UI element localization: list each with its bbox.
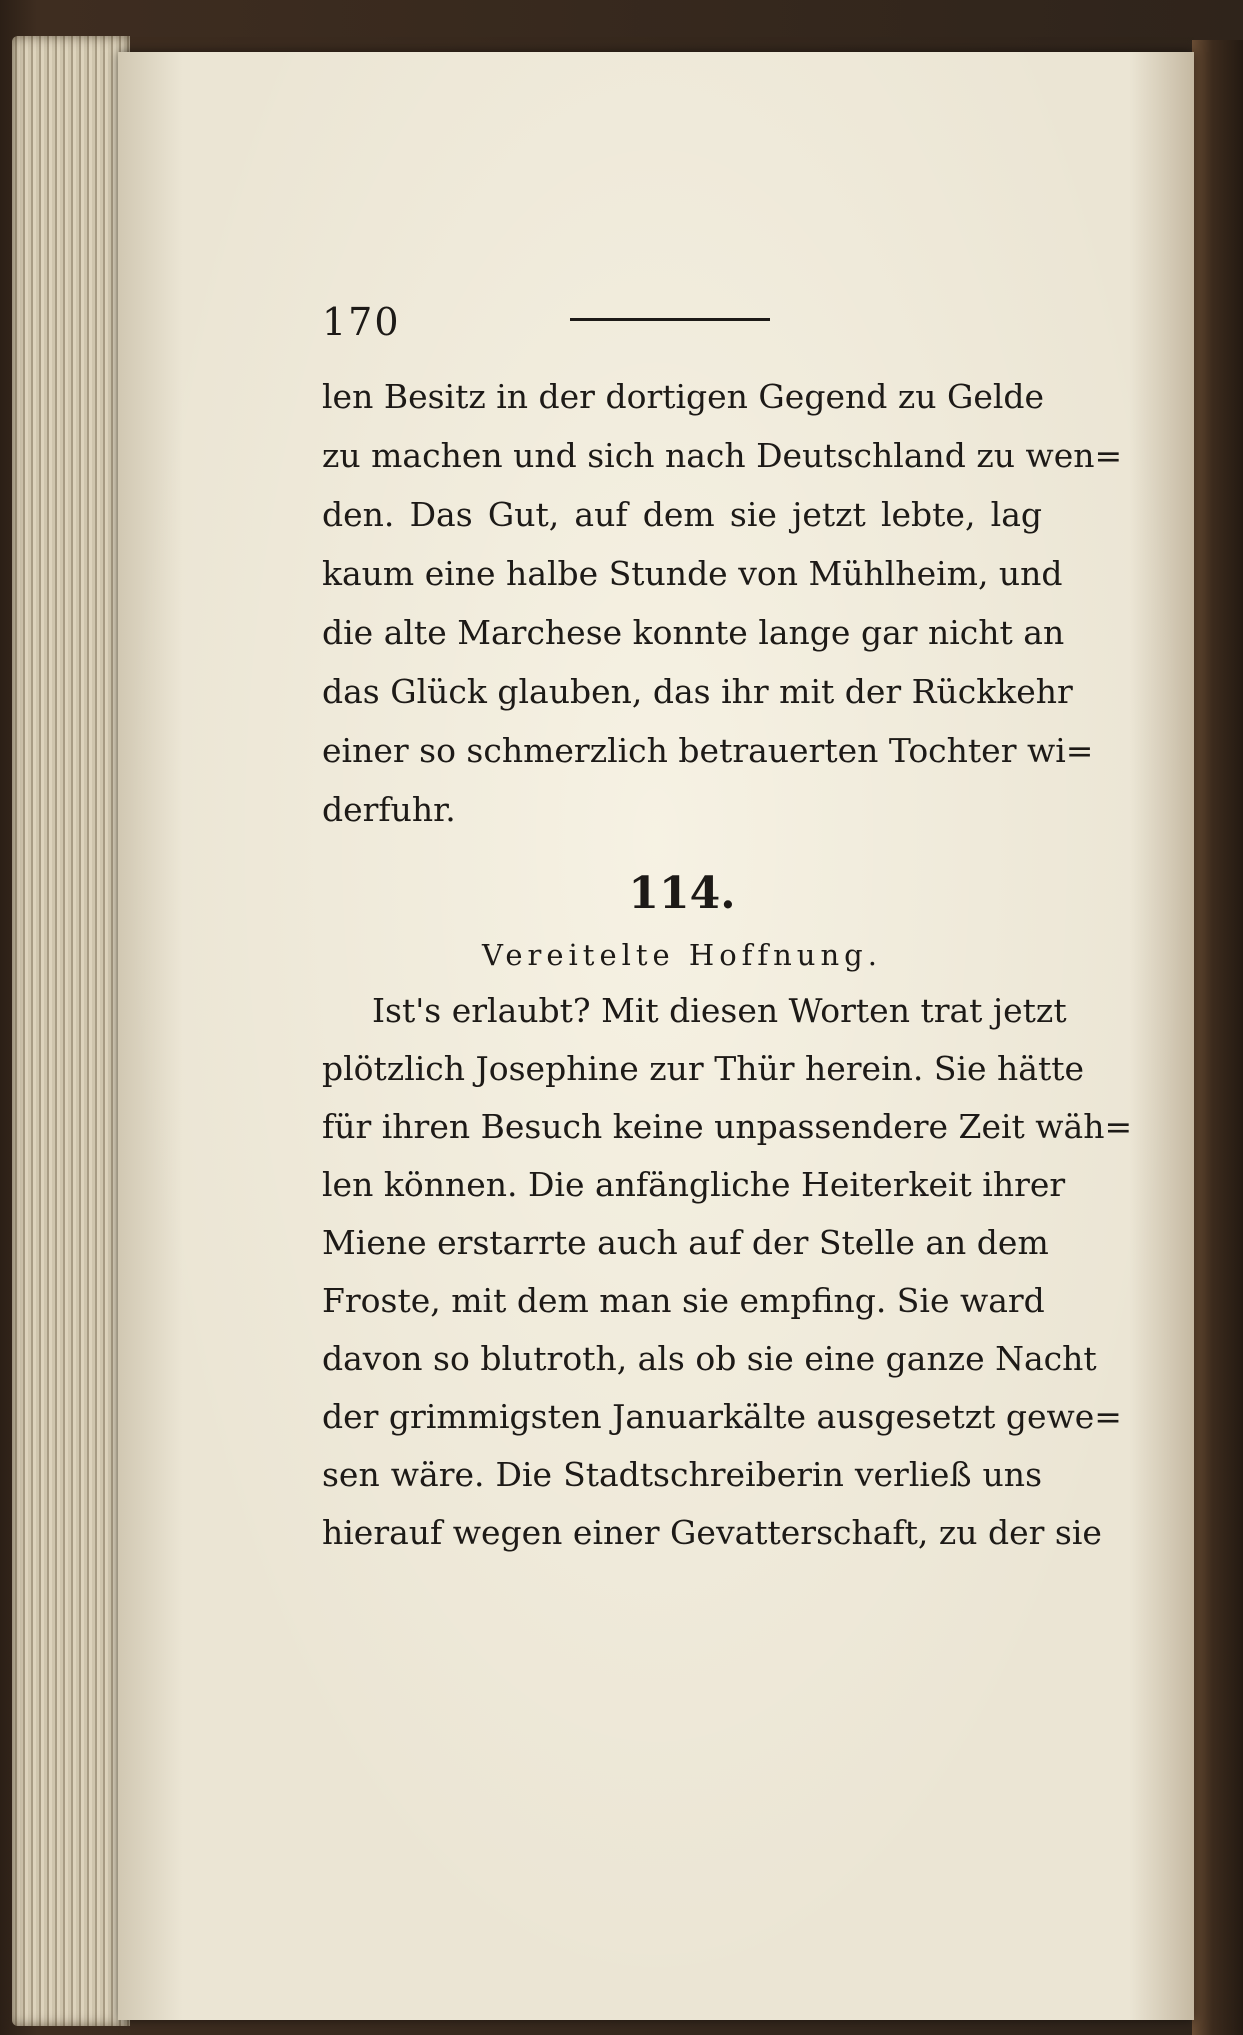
text-line: den. Das Gut, auf dem sie jetzt lebte, lag (322, 495, 1042, 534)
text-line: hierauf wegen einer Gevatterschaft, zu der sie (322, 1513, 1102, 1552)
text-line: len Besitz in der dortigen Gegend zu Gelde (322, 377, 1045, 416)
text-line: für ihren Besuch keine unpassendere Zeit wäh= (322, 1107, 1133, 1146)
text-line: der grimmigsten Januarkälte ausgesetzt gewe= (322, 1397, 1122, 1436)
page-edges (12, 36, 130, 2026)
text-line: davon so blutroth, als ob sie eine ganze Nacht (322, 1339, 1097, 1378)
text-line: Froste, mit dem man sie empfing. Sie ward (322, 1281, 1045, 1320)
header-rule (570, 318, 770, 321)
section-title: Vereitelte Hoffnung. (482, 938, 882, 972)
text-line: Miene erstarrte auch auf der Stelle an dem (322, 1223, 1049, 1262)
section-number: 114. (628, 868, 736, 919)
text-line: die alte Marchese konnte lange gar nicht an (322, 613, 1065, 652)
book-page (118, 52, 1194, 2020)
text-line: sen wäre. Die Stadtschreiberin verließ uns (322, 1455, 1042, 1494)
text-line: das Glück glauben, das ihr mit der Rückkehr (322, 672, 1073, 711)
text-line: kaum eine halbe Stunde von Mühlheim, und (322, 554, 1063, 593)
text-line: len können. Die anfängliche Heiterkeit ihrer (322, 1165, 1066, 1204)
text-line: derfuhr. (322, 790, 456, 829)
page-header (322, 300, 1042, 344)
text-line: zu machen und sich nach Deutschland zu wen= (322, 436, 1123, 475)
book-cover-edge (1192, 40, 1243, 2035)
page-number: 170 (322, 300, 401, 344)
text-line: plötzlich Josephine zur Thür herein. Sie hätte (322, 1049, 1085, 1088)
text-line: Ist's erlaubt? Mit diesen Worten trat jetzt (372, 991, 1067, 1030)
text-line: einer so schmerzlich betrauerten Tochter wi= (322, 731, 1094, 770)
